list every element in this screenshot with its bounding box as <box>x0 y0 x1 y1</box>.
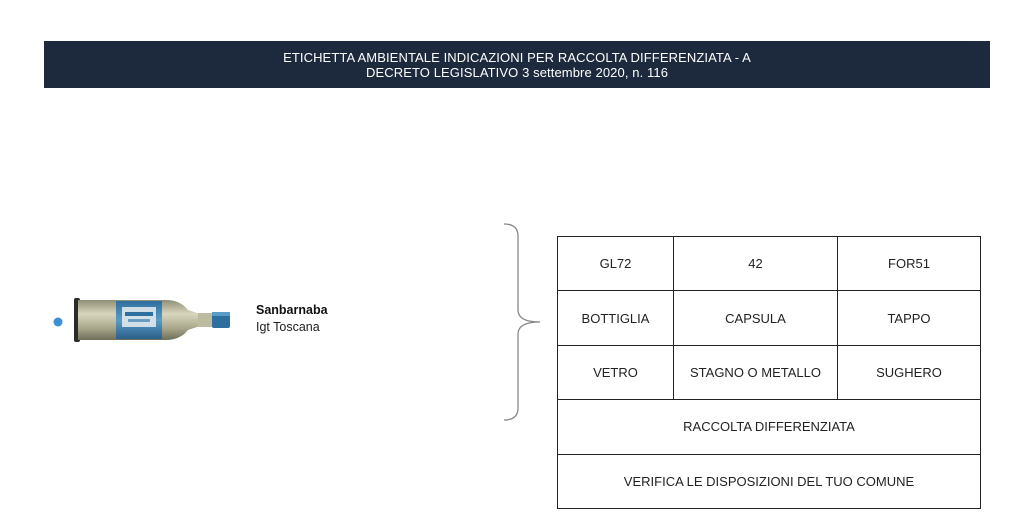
material-cell: VETRO <box>558 345 674 399</box>
collection-cell: RACCOLTA DIFFERENZIATA <box>558 400 981 454</box>
material-cell: STAGNO O METALLO <box>674 345 838 399</box>
code-cell: FOR51 <box>838 237 981 291</box>
header-banner <box>44 41 990 88</box>
wine-bottle-image <box>48 290 238 350</box>
note-cell: VERIFICA LE DISPOSIZIONI DEL TUO COMUNE <box>558 454 981 508</box>
code-cell: GL72 <box>558 237 674 291</box>
component-cell: CAPSULA <box>674 291 838 345</box>
table-row-note <box>558 454 981 508</box>
recycling-table <box>557 236 981 509</box>
code-cell: 42 <box>674 237 838 291</box>
table-row-materials <box>558 345 981 399</box>
component-cell: TAPPO <box>838 291 981 345</box>
header-title-line2: DECRETO LEGISLATIVO 3 settembre 2020, n. 116 <box>365 64 669 80</box>
table-row-components <box>558 291 981 345</box>
header-title-line1: ETICHETTA AMBIENTALE INDICAZIONI PER RACCOLTA DIFFERENZIATA - A <box>283 49 751 65</box>
table-row-collection <box>558 400 981 454</box>
material-cell: SUGHERO <box>838 345 981 399</box>
product-subtitle: Igt Toscana <box>256 320 320 334</box>
product-name: Sanbarnaba <box>256 303 328 317</box>
component-cell: BOTTIGLIA <box>558 291 674 345</box>
blue-dot <box>54 318 63 327</box>
product-info <box>256 302 328 336</box>
table-row-codes <box>558 237 981 291</box>
curly-brace <box>500 222 544 422</box>
